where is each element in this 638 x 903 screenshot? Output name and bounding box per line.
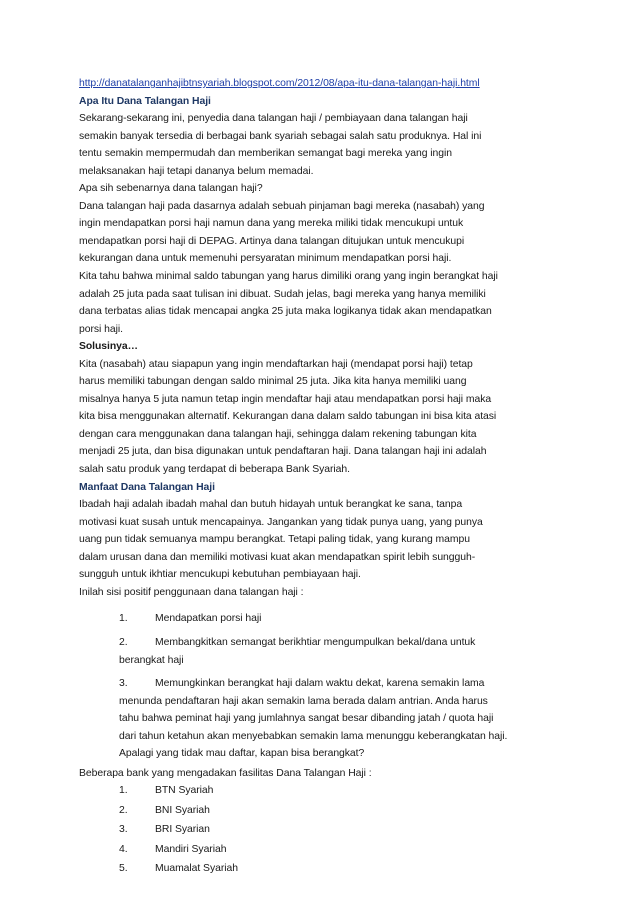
list-item: [119, 860, 569, 879]
bank-name: BTN Syariah: [155, 785, 214, 797]
bank-name: Mandiri Syariah: [155, 843, 227, 855]
text-line: salah satu produk yang terdapat di beberapa Bank Syariah.: [79, 464, 350, 476]
text-line: Sekarang-sekarang ini, penyedia dana talangan haji / pembiayaan dana talangan haji: [79, 113, 468, 125]
solusi-heading: Solusinya…: [79, 341, 138, 353]
list-text: berangkat haji: [119, 654, 184, 666]
list-item: [119, 821, 569, 840]
text-line: tentu semakin mempermudah dan memberikan semangat bagi mereka yang ingin: [79, 148, 452, 160]
list-text: dari tahun ketahun akan menyebabkan semakin lama menunggu keberangkatan haji.: [119, 730, 508, 742]
list-number: 2.: [119, 636, 128, 648]
text-line: mendapatkan porsi haji di DEPAG. Artinya dana talangan ditujukan untuk mencukupi: [79, 235, 465, 247]
text-line: adalah 25 juta pada saat tulisan ini dibuat. Sudah jelas, bagi mereka yang hanya memiliki: [79, 288, 486, 300]
banks-list: [79, 782, 569, 879]
article-title: Apa Itu Dana Talangan Haji: [79, 95, 211, 107]
list-number: 2.: [119, 804, 128, 816]
text-line: Dana talangan haji pada dasarnya adalah sebuah pinjaman bagi mereka (nasabah) yang: [79, 200, 485, 212]
text-line: semakin banyak tersedia di berbagai bank syariah sebagai salah satu produknya. Hal ini: [79, 130, 482, 142]
bank-name: Muamalat Syariah: [155, 862, 238, 874]
text-line: dalam urusan dana dan memiliki motivasi kuat akan mendapatkan spirit lebih sungguh-: [79, 551, 476, 563]
text-line: sungguh untuk ikhtiar mencukupi kebutuhan pembiayaan haji.: [79, 569, 361, 581]
list-text: menunda pendaftaran haji akan semakin lama berada dalam antrian. Anda harus: [119, 695, 488, 707]
source-link[interactable]: http://danatalanganhajibtnsyariah.blogspot.com/2012/08/apa-itu-dana-talangan-haji.html: [79, 78, 480, 89]
bank-name: BNI Syariah: [155, 804, 210, 816]
text-line: motivasi kuat susah untuk mencapainya. Jangankan yang tidak punya uang, yang punya: [79, 516, 483, 528]
list-text: Apalagi yang tidak mau daftar, kapan bisa berangkat?: [119, 748, 365, 760]
text-line: Apa sih sebenarnya dana talangan haji?: [79, 183, 263, 195]
list-number: 1.: [119, 785, 128, 797]
list-number: 3.: [119, 824, 128, 836]
list-number: 3.: [119, 678, 128, 690]
list-item: [119, 782, 569, 801]
text-line: porsi haji.: [79, 323, 123, 335]
text-line: Kita (nasabah) atau siapapun yang ingin mendaftarkan haji (mendapat porsi haji) tetap: [79, 358, 473, 370]
list-text: tahu bahwa peminat haji yang jumlahnya sangat besar dibanding jatah / quota haji: [119, 713, 494, 725]
text-line: menjadi 25 juta, dan bisa digunakan untuk pendaftaran haji. Dana talangan haji ini adalah: [79, 446, 487, 458]
text-line: Inilah sisi positif penggunaan dana talangan haji :: [79, 586, 304, 598]
benefits-list: [79, 610, 569, 762]
intro-paragraph: [79, 110, 569, 338]
manfaat-paragraph: [79, 496, 569, 601]
list-text: Mendapatkan porsi haji: [155, 613, 262, 625]
list-text: Memungkinkan berangkat haji dalam waktu dekat, karena semakin lama: [155, 678, 485, 690]
list-number: 5.: [119, 862, 128, 874]
list-item: [119, 634, 579, 669]
list-text: Membangkitkan semangat berikhtiar mengumpulkan bekal/dana untuk: [155, 636, 476, 648]
list-item: [119, 841, 569, 860]
text-line: ingin mendapatkan porsi haji namun dana yang mereka miliki tidak mencukupi untuk: [79, 218, 464, 230]
list-item: [119, 675, 579, 763]
text-line: kita bisa menggunakan alternatif. Kekurangan dana dalam saldo tabungan ini bisa kita atasi: [79, 411, 497, 423]
text-line: melaksanakan haji tetapi dananya belum memadai.: [79, 165, 314, 177]
text-line: harus memiliki tabungan dengan saldo minimal 25 juta. Jika kita hanya memiliki uang: [79, 376, 467, 388]
banks-intro: Beberapa bank yang mengadakan fasilitas Dana Talangan Haji :: [79, 767, 372, 779]
manfaat-heading: Manfaat Dana Talangan Haji: [79, 481, 215, 493]
list-item: [119, 610, 579, 628]
text-line: dengan cara menggunakan dana talangan haji, sehingga dalam rekening tabungan kita: [79, 428, 477, 440]
list-number: 1.: [119, 613, 128, 625]
solusi-paragraph: [79, 356, 569, 479]
text-line: Ibadah haji adalah ibadah mahal dan butuh hidayah untuk berangkat ke sana, tanpa: [79, 499, 463, 511]
text-line: dana terbatas alias tidak mencapai angka 25 juta maka logikanya tidak akan mendapatkan: [79, 306, 492, 318]
text-line: misalnya hanya 5 juta namun tetap ingin mendaftar haji atau mendapatkan porsi haji maka: [79, 393, 492, 405]
list-number: 4.: [119, 843, 128, 855]
bank-name: BRI Syarian: [155, 824, 210, 836]
text-line: uang pun tidak semuanya mampu berangkat. Tetapi paling tidak, yang kurang mampu: [79, 534, 470, 546]
text-line: kekurangan dana untuk memenuhi persyaratan minimum mendapatkan porsi haji.: [79, 253, 452, 265]
text-line: Kita tahu bahwa minimal saldo tabungan yang harus dimiliki orang yang ingin berangkat haji: [79, 271, 498, 283]
list-item: [119, 802, 569, 821]
document-page: [79, 75, 569, 879]
